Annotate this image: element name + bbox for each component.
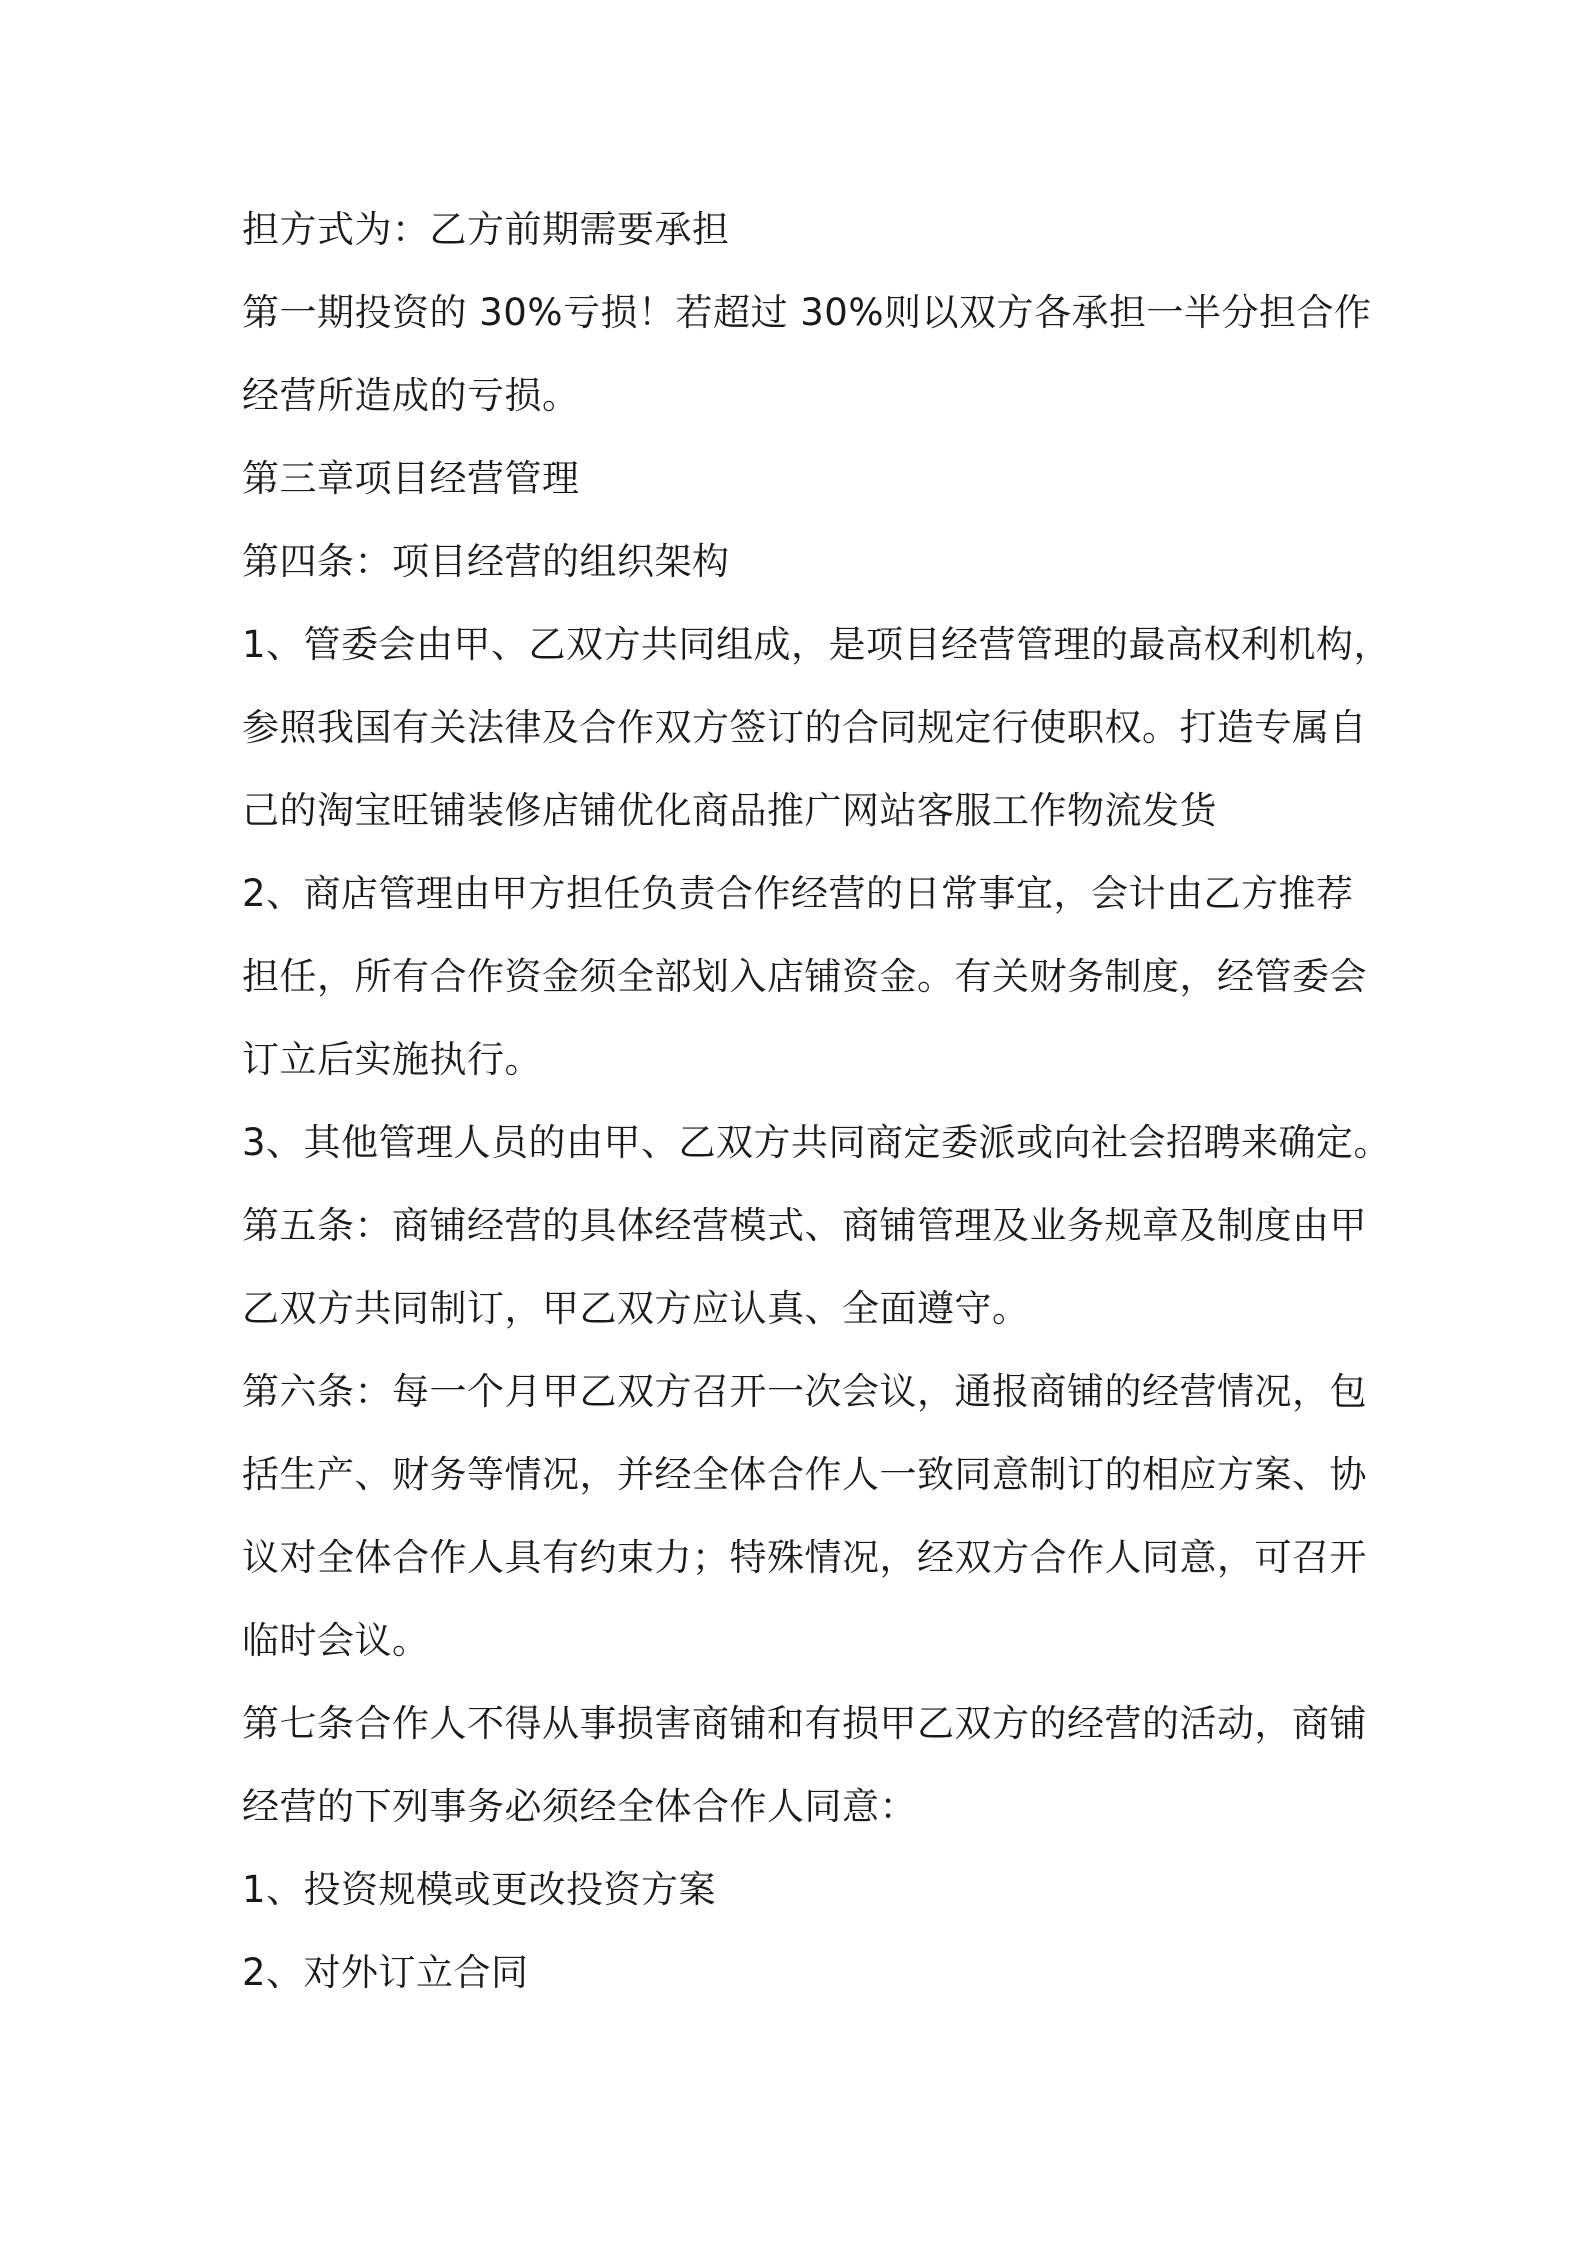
text-line: 2、商店管理由甲方担任负责合作经营的日常事宜，会计由乙方推荐 <box>242 872 1354 915</box>
text-line: 己的淘宝旺铺装修店铺优化商品推广网站客服工作物流发货 <box>242 789 1217 832</box>
text-line: 订立后实施执行。 <box>242 1038 542 1081</box>
text-line: 担任，所有合作资金须全部划入店铺资金。有关财务制度，经管委会 <box>242 955 1367 998</box>
text-line: 括生产、财务等情况，并经全体合作人一致同意制订的相应方案、协 <box>242 1453 1367 1496</box>
text-line: 经营所造成的亏损。 <box>242 374 580 417</box>
text-line: 3、其他管理人员的由甲、乙双方共同商定委派或向社会招聘来确定。 <box>242 1121 1392 1164</box>
text-line: 第七条合作人不得从事损害商铺和有损甲乙双方的经营的活动，商铺 <box>242 1702 1367 1745</box>
text-line: 第一期投资的 30%亏损！若超过 30%则以双方各承担一半分担合作 <box>242 291 1372 334</box>
text-line: 经营的下列事务必须经全体合作人同意： <box>242 1785 917 1828</box>
text-line: 1、管委会由甲、乙双方共同组成，是项目经营管理的最高权利机构， <box>242 623 1392 666</box>
text-line: 1、投资规模或更改投资方案 <box>242 1868 717 1911</box>
text-line: 乙双方共同制订，甲乙双方应认真、全面遵守。 <box>242 1287 1030 1330</box>
text-line: 议对全体合作人具有约束力；特殊情况，经双方合作人同意，可召开 <box>242 1536 1367 1579</box>
article-heading: 第四条：项目经营的组织架构 <box>242 540 730 583</box>
text-line: 第五条：商铺经营的具体经营模式、商铺管理及业务规章及制度由甲 <box>242 1204 1367 1247</box>
text-line: 参照我国有关法律及合作双方签订的合同规定行使职权。打造专属自 <box>242 706 1367 749</box>
document-body <box>242 200 1392 2026</box>
text-line: 第六条：每一个月甲乙双方召开一次会议，通报商铺的经营情况，包 <box>242 1370 1367 1413</box>
chapter-heading: 第三章项目经营管理 <box>242 457 580 500</box>
text-line: 2、对外订立合同 <box>242 1951 529 1994</box>
text-line: 临时会议。 <box>242 1619 430 1662</box>
text-line: 担方式为：乙方前期需要承担 <box>242 208 730 251</box>
